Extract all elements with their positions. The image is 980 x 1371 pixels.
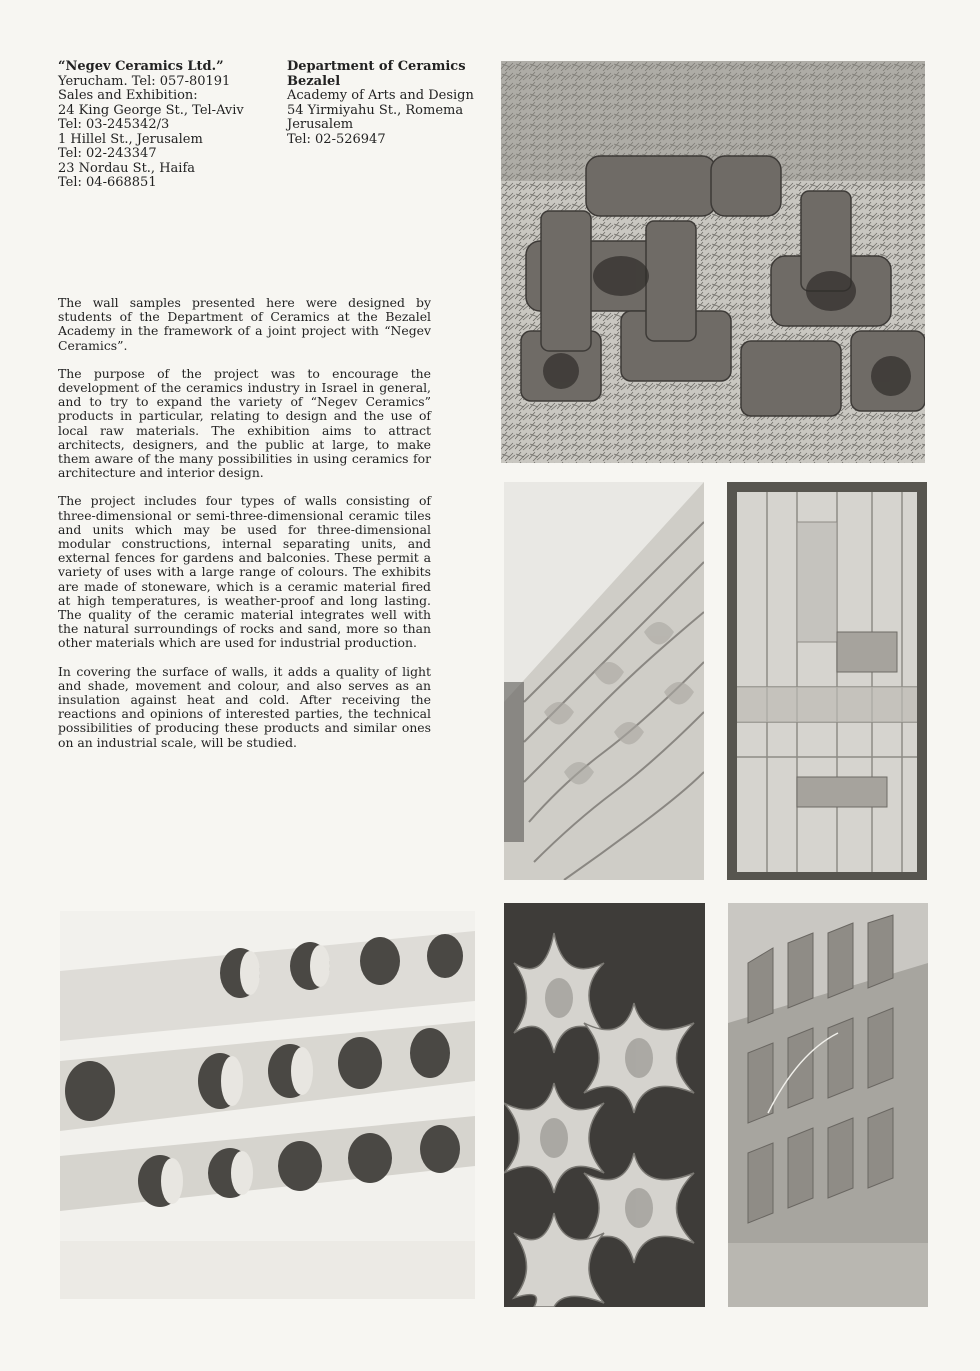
negev-line: 24 King George St., Tel-Aviv <box>58 102 244 118</box>
negev-line: 23 Nordau St., Haifa <box>58 160 196 176</box>
bezalel-line: Tel: 02-526947 <box>287 131 386 147</box>
negev-line: Yerucham. Tel: 057-80191 <box>58 73 231 89</box>
negev-line: Tel: 04-668851 <box>58 175 157 190</box>
bezalel-line: Jerusalem <box>287 117 354 132</box>
photo-wavy-tile-wall <box>504 482 704 880</box>
article-body <box>58 296 431 764</box>
bezalel-name: Bezalel <box>287 73 341 89</box>
article-paragraph: In covering the surface of walls, it adds a quality of light and shade, movement and colour, and also serves as an insulation against heat and cold. After receiving the reactions and opinions of interested parties, the technical possibilities of producing these products and similar ones on an industrial scale, will be studied. <box>58 663 431 750</box>
photo-star-modular-units <box>504 903 705 1307</box>
negev-line: 1 Hillel St., Jerusalem <box>58 131 203 147</box>
negev-line: Sales and Exhibition: <box>58 88 198 103</box>
bezalel-line: 54 Yirmiyahu St., Romema <box>287 102 464 118</box>
negev-ceramics-name: “Negev Ceramics Ltd.” <box>58 59 224 74</box>
photo-cylinder-tile-wall <box>727 482 927 880</box>
photo-angled-panel-wall <box>728 903 928 1307</box>
article-paragraph: The project includes four types of walls consisting of three-dimensional or semi-three-dimensional ceramic tiles and units which may be used for three-dimensional modular constructions, internal separating units, and external fences for gardens and balconies. These permit a variety of uses with a large range of colours. The exhibits are made of stoneware, which is a ceramic material fired at high temperatures, is weather-proof and long lasting. The quality of the ceramic material integrates well with the natural surroundings of rocks and sand, more so than other materials which are used for industrial production. <box>58 493 431 651</box>
photo-white-lattice-wall <box>60 911 475 1299</box>
bezalel-line: Academy of Arts and Design <box>287 88 474 103</box>
contact-negev-ceramics <box>58 60 244 191</box>
article-paragraph: The purpose of the project was to encourage the development of the ceramics industry in Israel in general, and to try to expand the variety of “Negev Ceramics” products in particular, relating to design and the use of local raw materials. The exhibition aims to attract architects, designers, and the public at large, to make them aware of the many possibilities in using ceramics for architecture and interior design. <box>58 365 431 481</box>
contact-bezalel <box>287 60 474 147</box>
article-paragraph: The wall samples presented here were designed by students of the Department of Ceramics at the Bezalel Academy in the framework of a joint project with “Negev Ceramics”. <box>58 295 431 353</box>
photo-interlocking-blocks <box>501 61 925 463</box>
bezalel-dept-name: Department of Ceramics <box>287 59 466 74</box>
negev-line: Tel: 02-243347 <box>58 146 157 161</box>
negev-line: Tel: 03-245342/3 <box>58 117 170 132</box>
